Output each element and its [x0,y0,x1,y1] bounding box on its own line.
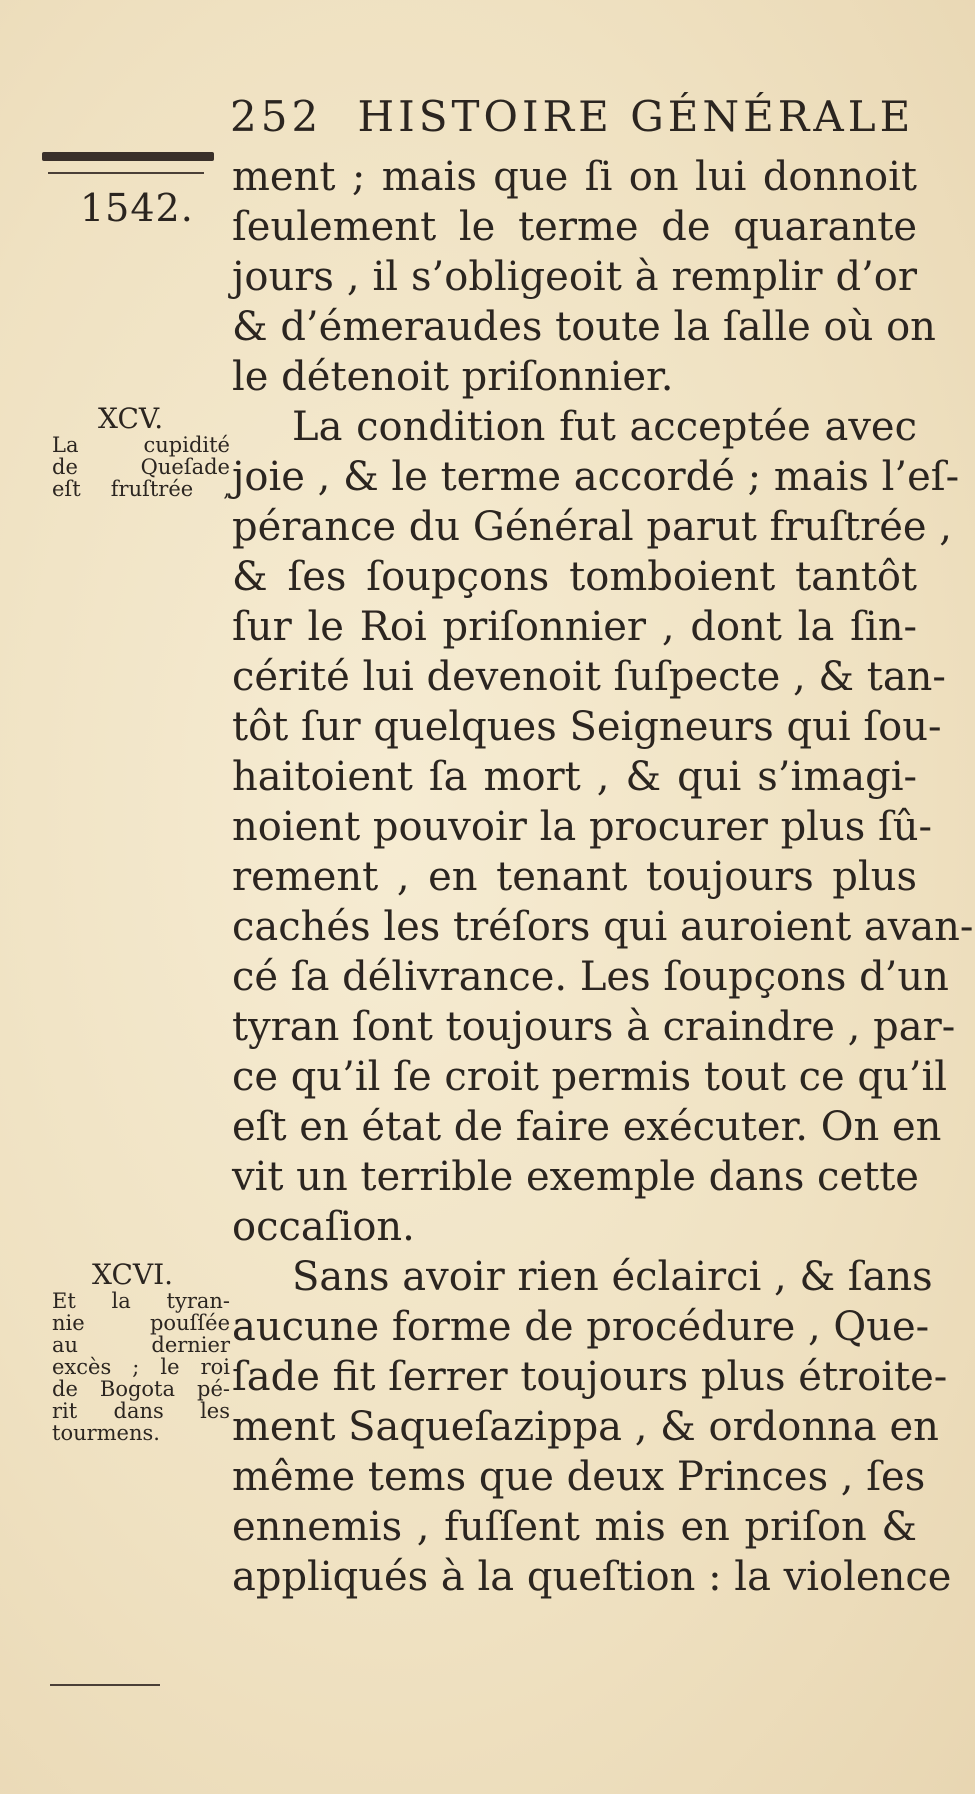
section-number: XCVI. [92,1258,174,1291]
text-line: vit un terrible exemple dans cette [232,1154,919,1200]
ornamental-rule [42,152,214,161]
text-line: tyran ſont toujours à craindre , par- [232,1004,956,1050]
text-line: ment ; mais que ſi on lui donnoit [232,154,917,200]
text-line: ſur le Roi priſonnier , dont la ſin- [232,604,917,650]
margin-note-line: au dernier [52,1333,230,1357]
text-line: aucune forme de procédure , Que- [232,1304,930,1350]
margin-note-line: tourmens. [52,1421,160,1445]
page-number: 252 [230,92,323,141]
body-text [232,152,974,1602]
text-line: & ſes ſoupçons tomboient tantôt [232,554,917,600]
margin-note-line: La cupidité [52,433,230,457]
text-line: tôt ſur quelques Seigneurs qui ſou- [232,704,942,750]
margin-note-xcvi [52,1258,230,1445]
end-rule [50,1684,160,1686]
text-line: ennemis , fuſſent mis en priſon & [232,1504,917,1550]
text-line: cachés les tréſors qui auroient avan- [232,904,974,950]
text-line: ce qu’il ſe croit permis tout ce qu’il [232,1054,948,1100]
text-line: noient pouvoir la procurer plus ſû- [232,804,933,850]
margin-note-line: excès ; le roi [52,1355,230,1379]
text-line: cérité lui devenoit ſuſpecte , & tan- [232,654,946,700]
text-line: ſade fit ſerrer toujours plus étroite- [232,1354,948,1400]
text-line: rement , en tenant toujours plus [232,854,917,900]
text-line: La condition fut acceptée avec [292,404,917,450]
text-line: appliqués à la queſtion : la violence [232,1554,952,1600]
text-line: jours , il s’obligeoit à remplir d’or [232,254,917,300]
margin-note-line: de Bogota pé- [52,1377,230,1401]
margin-note-line: rit dans les [52,1399,230,1423]
margin-note-line: Et la tyran- [52,1289,230,1313]
text-line: le détenoit priſonnier. [232,354,674,400]
margin-note-line: nie pouſſée [52,1311,230,1335]
margin-note-xcv [52,402,230,501]
text-line: eſt en état de faire exécuter. On en [232,1104,942,1150]
text-line: cé ſa délivrance. Les ſoupçons d’un [232,954,949,1000]
running-title: HISTOIRE GÉNÉRALE [357,92,915,141]
text-line: même tems que deux Princes , ſes [232,1454,926,1500]
text-line: joie , & le terme accordé ; mais l’eſ- [232,454,960,500]
margin-note-line: eſt fruſtrée , [52,477,230,501]
text-line: ment Saqueſazippa , & ordonna en [232,1404,939,1450]
margin-note-line: de Queſade [52,455,230,479]
text-line: pérance du Général parut fruſtrée , [232,504,952,550]
thin-rule [48,172,204,174]
text-line: occaſion. [232,1204,415,1250]
section-number: XCV. [98,402,164,435]
text-line: & d’émeraudes toute la ſalle où on [232,304,936,350]
text-line: ſeulement le terme de quarante [232,204,917,250]
text-line: haitoient ſa mort , & qui s’imagi- [232,754,917,800]
year-marginalia: 1542. [80,186,194,230]
running-header [230,92,914,141]
text-line: Sans avoir rien éclairci , & ſans [292,1254,933,1300]
